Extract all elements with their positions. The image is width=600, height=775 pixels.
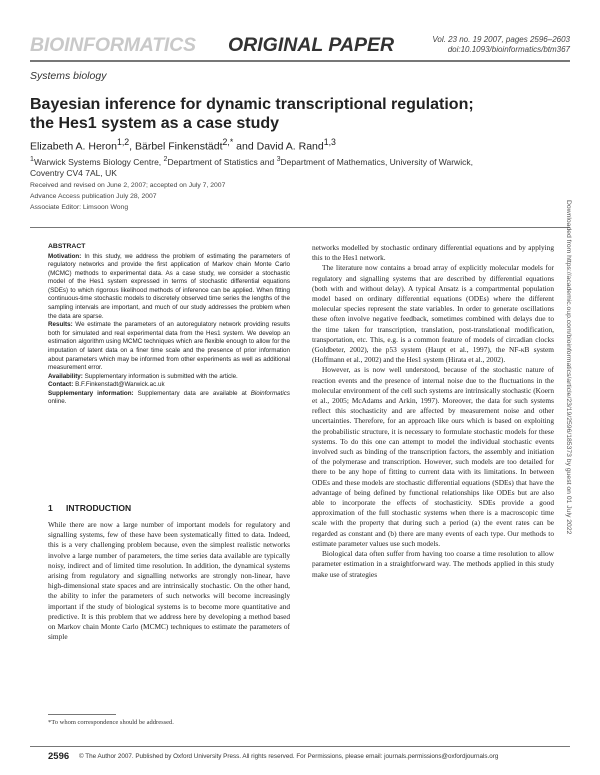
- paragraph: Biological data often suffer from having too coarse a time resolution to allow parameter estimation in a straightforward way. The methods applied in this study make use of strategies: [312, 549, 554, 579]
- abstract: [48, 243, 290, 407]
- text: online.: [48, 398, 67, 406]
- doi: doi:10.1093/bioinformatics/btm367: [447, 45, 570, 54]
- affil-text: Warwick Systems Biology Centre,: [33, 156, 164, 167]
- label: Contact:: [48, 381, 74, 389]
- label: Results:: [48, 321, 73, 329]
- publication-dates: [30, 181, 570, 213]
- paragraph: networks modelled by stochastic ordinary differential equations and by applying this to the Hes1 network.: [312, 243, 554, 263]
- volume-pages: Vol. 23 no. 19 2007, pages 2596–2603: [432, 35, 570, 44]
- title-line-2: the Hes1 system as a case study: [30, 115, 280, 132]
- author-list: Elizabeth A. Heron$^{1,2}$, Bärbel Finkenstädt$^{2,*}$ and David A. Rand$^{1,3}$: [30, 137, 336, 153]
- affil-text: Department of Statistics and: [167, 156, 277, 167]
- footnote: *To whom correspondence should be addressed.: [48, 719, 174, 726]
- author-sup: 1,3: [323, 137, 336, 147]
- text: In this study, we address the problem of estimating the parameters of regulatory networks and provide the first application of Markov chain Monte Carlo (MCMC) methods to experimental data. As a case study, we consider a stochastic model of the Hes1 system expressed in terms of stochastic differential equations (SDEs) to which rigorous likelihood methods of inference can be applied. When fitting continuous-time stochastic models to discretely observed time series the lengths of the sampling intervals are important, and much of our study addresses the problem when the data are sparse.: [48, 252, 290, 320]
- author-name: David A. Rand: [256, 140, 324, 153]
- download-watermark: Downloaded from https://academic.oup.com/bioinformatics/article/23/19/2596/185373 by guest on 01 July 2022: [565, 200, 572, 535]
- label: Motivation:: [48, 252, 82, 260]
- abstract-heading: ABSTRACT: [48, 243, 86, 250]
- title-line-1: Bayesian inference for dynamic transcriptional regulation;: [30, 96, 474, 113]
- text: Supplementary information is submitted with the article.: [82, 372, 238, 380]
- copyright-notice: © The Author 2007. Published by Oxford University Press. All rights reserved. For Permissions, please email: journals.permissions@oxfordjournals.org: [79, 753, 499, 760]
- abstract-motivation: [48, 253, 290, 322]
- intro-paragraph: While there are now a large number of important models for regulatory and signalling systems, few of these have been systematically fitted to data. Indeed, this is a very challenging problem because, even the simplest realistic networks involve a large number of parameters, the time series data available are typically noisy, indirect and of limited time resolution. In addition, the dynamical systems arising from regulatory and signalling networks are strongly non-linear, have high-dimensional state spaces and are intrinsically stochastic. On the other hand, the ability to infer the parameters of such networks will become increasingly important if the study of biological systems is to become more quantitative and predictive. It is this problem that we address here by developing a method based on Markov chain Monte Carlo (MCMC) techniques to estimate the parameters of simple: [48, 520, 290, 642]
- affil-address: Coventry CV4 7AL, UK: [30, 167, 117, 178]
- abstract-supplementary: [48, 390, 290, 407]
- volume-info: [432, 35, 570, 55]
- author-name: Elizabeth A. Heron: [30, 140, 117, 153]
- article-title: [30, 95, 570, 133]
- affil-text: Department of Mathematics, University of Warwick,: [280, 156, 473, 167]
- section-label: Systems biology: [30, 70, 107, 82]
- paper-type: ORIGINAL PAPER: [228, 34, 395, 56]
- abstract-contact: [48, 381, 290, 390]
- section-number: 1: [48, 503, 53, 513]
- header-rule: [30, 60, 570, 62]
- affil-sup: 3: [276, 155, 281, 163]
- journal-italic: Bioinformatics: [250, 389, 290, 397]
- section-title: INTRODUCTION: [66, 503, 132, 513]
- affiliations: [30, 154, 570, 179]
- advance-access: Advance Access publication July 28, 2007: [30, 192, 157, 200]
- intro-heading: [48, 503, 131, 513]
- author-sup: 1,2: [116, 137, 130, 147]
- paragraph: However, as is now well understood, because of the stochastic nature of reaction events and the presence of internal noise due to the fluctuations in the molecular environment of the cell such systems are intrinsically stochastic (Koern et al., 2005; McAdams and Arkin, 1997). Moreover, the data for such systems reflect this stochasticity and are affected by measurement noise and other uncertainties. Therefore, for an approach like ours which is based on exploiting the probabilistic structure, it is necessary to formulate stochastic models for these systems. To do this one can attempt to model the individual stochastic events involved such as binding of the transcription factors, the assembly and initiation of the polymerase and transcription. However, such models are too detailed for there to be any hope of fitting to current data with its limitations. In between ODEs and these models are stochastic differential equations (SDEs) that have the advantage of being defined by functional relationships like ODEs but are also able to incorporate the effects of stochasticity. SDEs provide a good approximation of the full stochastic systems when there is a macroscopic time scale with the property that during such a period (a) the event rates can be regarded as constant and (b) there are many events of each type. Our methods to estimate parameter values use such models.: [312, 365, 554, 548]
- right-column: [312, 243, 554, 580]
- footnote-rule: [48, 714, 116, 715]
- divider: [30, 227, 570, 228]
- page-number: 2596: [48, 751, 70, 762]
- text: We estimate the parameters of an autoregulatory network providing results both for simulated and real experimental data from the Hes1 system. We develop an estimation algorithm using MCMC techniques which are flexible enough to allow for the imputation of latent data on a finer time scale and the presence of prior information about parameters which may be informed from other experiments as well as additional measurement error.: [48, 321, 290, 372]
- contact-email[interactable]: B.F.Finkenstadt@Warwick.ac.uk: [73, 381, 165, 389]
- associate-editor: Associate Editor: Limsoon Wong: [30, 203, 129, 211]
- author-sup: 2,*: [222, 137, 234, 147]
- received-date: Received and revised on June 2, 2007; accepted on July 7, 2007: [30, 182, 226, 189]
- author-name: Bärbel Finkenstädt: [134, 140, 223, 153]
- affil-sup: 1: [30, 155, 34, 163]
- paragraph: The literature now contains a broad array of explicitly molecular models for regulatory and signalling systems that are described by differential equations (both with and without delay). A typical Ansatz is a compartmental population model based on ordinary differential equations (ODEs) where the different molecular species represent the state variables. In order to generate oscillations these often involve negative feedback, sometimes combined with delays due to the time taken for transcription, translation, post-translational modification, transportation, etc. This, e.g. is a common feature of models of circadian clocks (Goldbeter, 2002), the p53 system (Haupt et al., 1997), the NF-κB system (Hoffmann et al., 2002) and the Hes1 system (Hirata et al., 2002).: [312, 263, 554, 365]
- affil-sup: 2: [163, 155, 168, 163]
- abstract-availability: [48, 373, 290, 382]
- footer-rule: [30, 746, 570, 747]
- text: Supplementary data are available at: [133, 389, 251, 397]
- abstract-results: [48, 321, 290, 372]
- journal-name: BIOINFORMATICS: [30, 34, 196, 56]
- label: Supplementary information:: [48, 389, 134, 397]
- label: Availability:: [48, 372, 83, 380]
